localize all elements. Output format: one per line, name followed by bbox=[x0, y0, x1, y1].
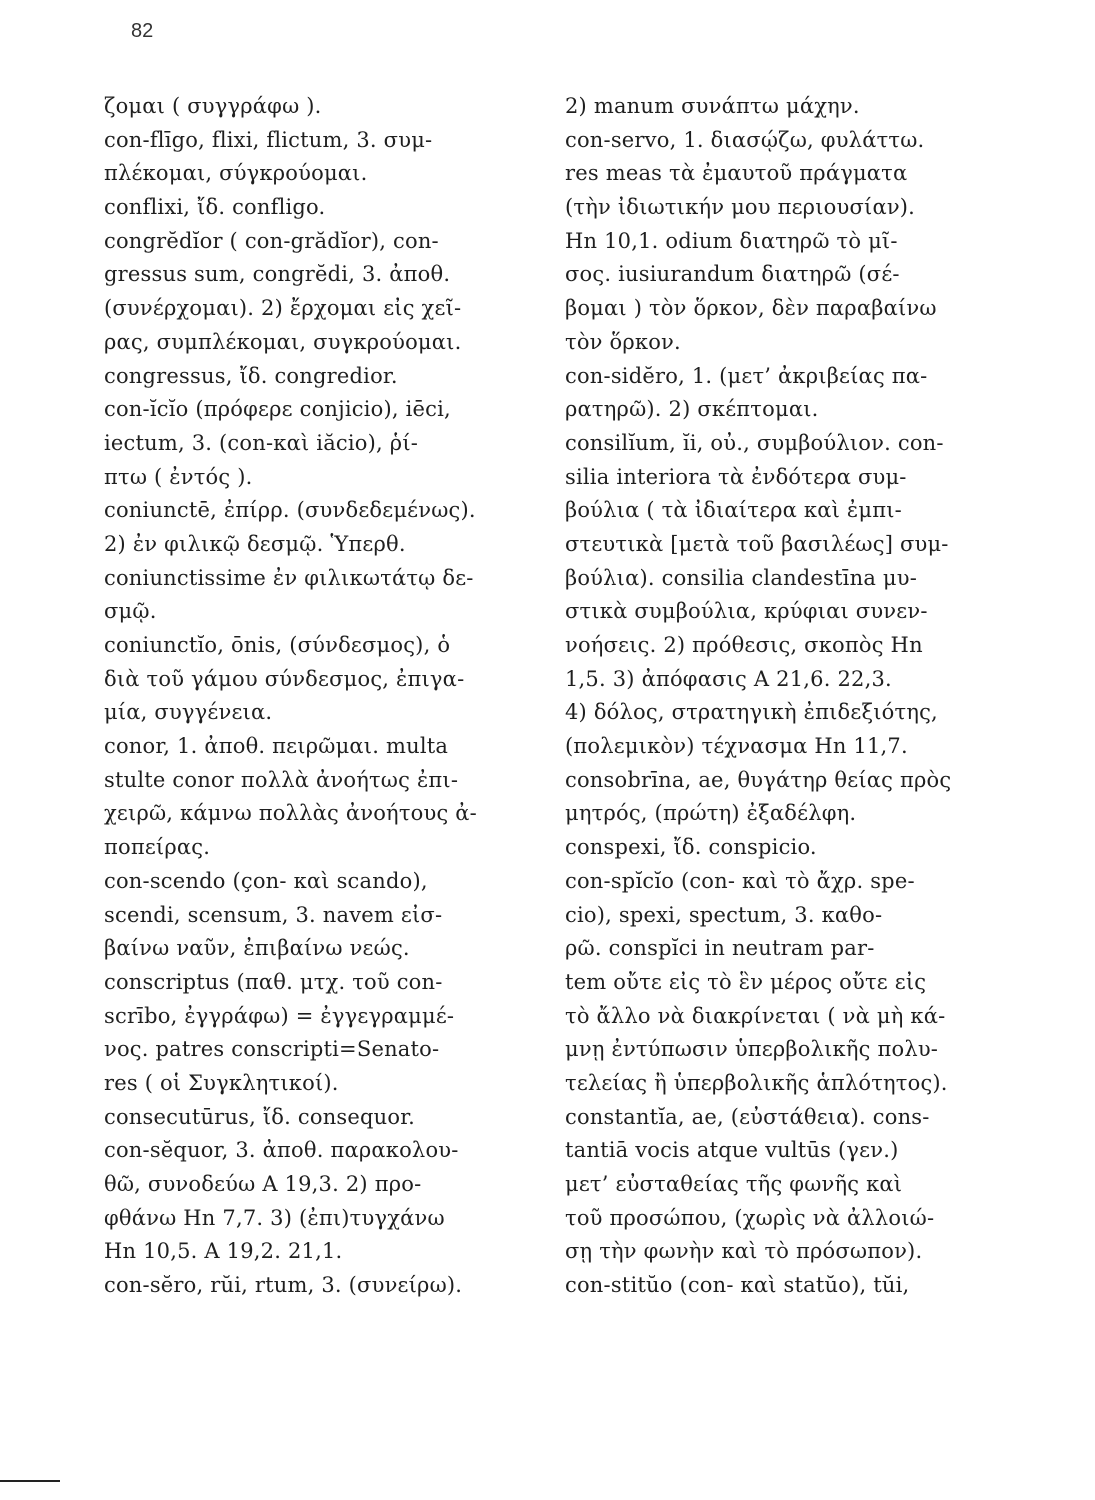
dictionary-line: gressus sum, congrĕdi, 3. ἀποθ. bbox=[104, 262, 451, 287]
dictionary-line: ποπείρας. bbox=[104, 835, 211, 860]
dictionary-line: βούλια). consilia clandestīna μυ- bbox=[565, 565, 918, 590]
dictionary-line: consobrīna, ae, θυγάτηρ θείας πρὸς bbox=[565, 767, 952, 792]
page-number: 82 bbox=[131, 20, 154, 42]
dictionary-line: stulte conor πολλὰ ἀνοήτως ἐπι- bbox=[104, 767, 459, 792]
dictionary-line: conor, 1. ἀποθ. πειρῶμαι. multa bbox=[104, 734, 449, 759]
dictionary-line: res ( οἱ Συγκλητικοί). bbox=[104, 1070, 339, 1095]
dictionary-line: con-servo, 1. διασῴζω, φυλάττω. bbox=[565, 127, 925, 152]
dictionary-line: ρατηρῶ). 2) σκέπτομαι. bbox=[565, 397, 819, 422]
right-column bbox=[565, 90, 995, 1303]
dictionary-line: σμῷ. bbox=[104, 599, 157, 624]
dictionary-line: μετ’ εὐσταθείας τῆς φωνῆς καὶ bbox=[565, 1172, 903, 1196]
dictionary-line: ζομαι ( συγγράφω ). bbox=[104, 94, 322, 118]
dictionary-line: βαίνω ναῦν, ἐπιβαίνω νεώς. bbox=[104, 936, 410, 961]
dictionary-line: cio), spexi, spectum, 3. καθο- bbox=[565, 902, 883, 927]
dictionary-line: μία, συγγένεια. bbox=[104, 700, 273, 725]
dictionary-line: con-scendo (çon- καὶ scando), bbox=[104, 868, 428, 893]
left-column bbox=[104, 90, 544, 1303]
dictionary-line: 2) ἐν φιλικῷ δεσμῷ. Ὑπερθ. bbox=[104, 531, 406, 556]
dictionary-line: πτω ( ἐντός ). bbox=[104, 464, 253, 489]
dictionary-line: νος. patres conscripti=Senato- bbox=[104, 1037, 440, 1062]
dictionary-line: τελείας ἢ ὑπερβολικῆς ἁπλότητος). bbox=[565, 1070, 948, 1095]
dictionary-line: στευτικὰ [μετὰ τοῦ βασιλέως] συμ- bbox=[565, 531, 949, 556]
dictionary-line: σῃ τὴν φωνὴν καὶ τὸ πρόσωπον). bbox=[565, 1239, 923, 1264]
dictionary-line: con-sĕro, rŭi, rtum, 3. (συνείρω). bbox=[104, 1273, 463, 1298]
dictionary-line: scrībo, ἐγγράφω) = ἐγγεγραμμέ- bbox=[104, 1003, 455, 1028]
dictionary-line: consecutūrus, ἴδ. consequor. bbox=[104, 1104, 416, 1129]
dictionary-line: τοῦ προσώπου, (χωρὶς νὰ ἀλλοιώ- bbox=[565, 1205, 935, 1230]
dictionary-line: scendi, scensum, 3. navem εἰσ- bbox=[104, 902, 443, 927]
dictionary-line: silia interiora τὰ ἐνδότερα συμ- bbox=[565, 464, 907, 489]
dictionary-line: Hn 10,5. A 19,2. 21,1. bbox=[104, 1239, 343, 1264]
dictionary-line: τὸν ὅρκον. bbox=[565, 329, 681, 354]
dictionary-line: (συνέρχομαι). 2) ἔρχομαι εἰς χεῖ- bbox=[104, 296, 462, 321]
dictionary-line: θῶ, συνοδεύω A 19,3. 2) προ- bbox=[104, 1172, 422, 1196]
dictionary-line: βομαι ) τὸν ὅρκον, δὲν παραβαίνω bbox=[565, 296, 937, 321]
dictionary-line: διὰ τοῦ γάμου σύνδεσμος, ἐπιγα- bbox=[104, 666, 465, 691]
dictionary-line: iectum, 3. (con-καὶ iăcio), ῥί- bbox=[104, 430, 419, 455]
dictionary-line: στικὰ συμβούλια, κρύφιαι συνεν- bbox=[565, 599, 928, 624]
bottom-rule bbox=[0, 1480, 60, 1482]
dictionary-line: 2) manum συνάπτω μάχην. bbox=[565, 94, 860, 118]
dictionary-line: βούλια ( τὰ ἰδιαίτερα καὶ ἐμπι- bbox=[565, 498, 902, 523]
dictionary-line: con-flīgo, flixi, flictum, 3. συμ- bbox=[104, 127, 433, 152]
dictionary-line: φθάνω Hn 7,7. 3) (ἐπι)τυγχάνω bbox=[104, 1205, 445, 1230]
dictionary-line: con-sĕquor, 3. ἀποθ. παρακολου- bbox=[104, 1138, 459, 1163]
dictionary-line: consilĭum, ĭi, οὐ., συμβούλιον. con- bbox=[565, 430, 944, 455]
dictionary-line: coniunctē, ἐπίρρ. (συνδεδεμένως). bbox=[104, 498, 476, 523]
dictionary-line: σος. iusiurandum διατηρῶ (σέ- bbox=[565, 262, 900, 287]
dictionary-line: coniunctissime ἐν φιλικωτάτῳ δε- bbox=[104, 565, 474, 590]
dictionary-line: χειρῶ, κάμνω πολλὰς ἀνοήτους ἀ- bbox=[104, 801, 477, 826]
dictionary-line: ρῶ. conspĭci in neutram par- bbox=[565, 936, 875, 961]
dictionary-line: (τὴν ἰδιωτικήν μου περιουσίαν). bbox=[565, 195, 916, 220]
dictionary-line: con-spĭcĭo (con- καὶ τὸ ἄχρ. spe- bbox=[565, 868, 915, 893]
dictionary-line: constantĭa, ae, (εὐστάθεια). cons- bbox=[565, 1104, 930, 1129]
dictionary-line: congressus, ἴδ. congredior. bbox=[104, 363, 398, 388]
dictionary-line: τὸ ἄλλο νὰ διακρίνεται ( νὰ μὴ κά- bbox=[565, 1003, 946, 1028]
dictionary-line: 4) δόλος, στρατηγικὴ ἐπιδεξιότης, bbox=[565, 700, 938, 725]
dictionary-line: coniunctĭo, ōnis, (σύνδεσμος), ὁ bbox=[104, 633, 451, 657]
dictionary-line: con-stitŭo (con- καὶ statŭo), tŭi, bbox=[565, 1273, 910, 1298]
dictionary-line: νοήσεις. 2) πρόθεσις, σκοπὸς Hn bbox=[565, 633, 923, 657]
dictionary-line: 1,5. 3) ἀπόφασις A 21,6. 22,3. bbox=[565, 666, 892, 691]
dictionary-line: congrĕdĭor ( con-grădĭor), con- bbox=[104, 228, 439, 253]
dictionary-line: con-ĭcĭo (πρόφερε conjicio), iēci, bbox=[104, 397, 451, 422]
dictionary-line: conspexi, ἴδ. conspicio. bbox=[565, 835, 817, 860]
dictionary-line: πλέκομαι, σύγκρούομαι. bbox=[104, 161, 368, 186]
dictionary-line: Hn 10,1. odium διατηρῶ τὸ μῖ- bbox=[565, 228, 898, 253]
dictionary-line: res meas τὰ ἐμαυτοῦ πράγματα bbox=[565, 161, 908, 186]
dictionary-line: μητρός, (πρώτη) ἐξαδέλφη. bbox=[565, 801, 857, 826]
dictionary-line: μνῃ ἐντύπωσιν ὑπερβολικῆς πολυ- bbox=[565, 1037, 939, 1062]
dictionary-line: conflixi, ἴδ. confligo. bbox=[104, 195, 326, 220]
dictionary-line: (πολεμικὸν) τέχνασμα Hn 11,7. bbox=[565, 734, 908, 759]
dictionary-line: ρας, συμπλέκομαι, συγκρούομαι. bbox=[104, 329, 462, 354]
dictionary-line: conscriptus (παθ. μτχ. τοῦ con- bbox=[104, 969, 443, 994]
dictionary-line: con-sidĕro, 1. (μετ’ ἀκριβείας πα- bbox=[565, 363, 928, 388]
dictionary-line: tem οὔτε εἰς τὸ ἓν μέρος οὔτε εἰς bbox=[565, 969, 927, 994]
dictionary-line: tantiā vocis atque vultūs (γεν.) bbox=[565, 1138, 899, 1163]
